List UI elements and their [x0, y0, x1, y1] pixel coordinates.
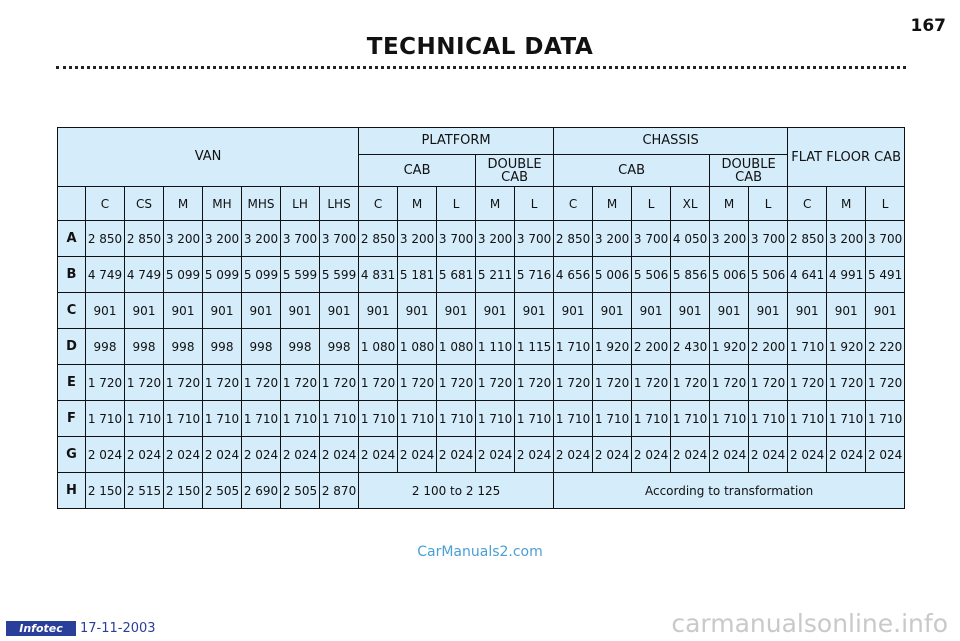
- table-cell: 4 641: [788, 257, 827, 293]
- table-cell: 1 710: [125, 401, 164, 437]
- row-label: G: [58, 437, 86, 473]
- table-cell: 3 200: [593, 221, 632, 257]
- column-header: L: [437, 187, 476, 221]
- column-header: C: [86, 187, 125, 221]
- table-cell: 4 050: [671, 221, 710, 257]
- table-cell: 1 720: [476, 365, 515, 401]
- footer-date: 17-11-2003: [80, 621, 156, 636]
- table-cell: 1 710: [554, 329, 593, 365]
- row-label: A: [58, 221, 86, 257]
- table-cell: 1 720: [281, 365, 320, 401]
- table-cell: 2 024: [398, 437, 437, 473]
- table-cell: 1 720: [515, 365, 554, 401]
- header-chassis-cab: CAB: [554, 155, 710, 187]
- table-cell: 998: [86, 329, 125, 365]
- header-van: VAN: [58, 128, 359, 187]
- table-cell: 2 024: [437, 437, 476, 473]
- table-cell: 5 506: [749, 257, 788, 293]
- table-cell: 901: [515, 293, 554, 329]
- table-cell: 998: [164, 329, 203, 365]
- table-cell: 2 024: [203, 437, 242, 473]
- table-cell: 5 006: [710, 257, 749, 293]
- table-cell: 901: [242, 293, 281, 329]
- table-cell: 901: [125, 293, 164, 329]
- table-cell: 5 211: [476, 257, 515, 293]
- table-cell: 3 200: [164, 221, 203, 257]
- table-cell: 1 720: [242, 365, 281, 401]
- table-cell: 5 099: [242, 257, 281, 293]
- row-label: E: [58, 365, 86, 401]
- row-label: B: [58, 257, 86, 293]
- row-label: H: [58, 473, 86, 509]
- header-platform: PLATFORM: [359, 128, 554, 155]
- column-header: M: [827, 187, 866, 221]
- column-header: M: [398, 187, 437, 221]
- table-cell: 3 700: [437, 221, 476, 257]
- footer-site-watermark: carmanualsonline.info: [671, 609, 948, 638]
- table-cell: 1 720: [866, 365, 905, 401]
- table-cell: 901: [554, 293, 593, 329]
- page-number: 167: [910, 16, 946, 36]
- table-cell: 901: [749, 293, 788, 329]
- table-cell: 2 850: [359, 221, 398, 257]
- table-cell: 1 710: [203, 401, 242, 437]
- header-platform-cab: CAB: [359, 155, 476, 187]
- column-header: L: [515, 187, 554, 221]
- column-header: MH: [203, 187, 242, 221]
- table-cell: 998: [125, 329, 164, 365]
- table-cell: 1 720: [593, 365, 632, 401]
- table-cell: 901: [866, 293, 905, 329]
- table-cell: 5 099: [203, 257, 242, 293]
- table-cell: 4 991: [827, 257, 866, 293]
- table-cell: 2 024: [515, 437, 554, 473]
- table-cell: 2 024: [593, 437, 632, 473]
- table-cell: 998: [281, 329, 320, 365]
- table-cell: 2 024: [164, 437, 203, 473]
- table-row: [58, 257, 905, 293]
- header-row-columns: [58, 187, 905, 221]
- table-cell: 1 720: [86, 365, 125, 401]
- table-cell: 3 700: [866, 221, 905, 257]
- table-cell: 1 720: [749, 365, 788, 401]
- table-cell: 1 710: [476, 401, 515, 437]
- table-cell: 901: [320, 293, 359, 329]
- table-cell: 4 749: [86, 257, 125, 293]
- table-cell: 5 099: [164, 257, 203, 293]
- table-cell: 3 200: [827, 221, 866, 257]
- column-header: M: [593, 187, 632, 221]
- table-cell: 1 080: [398, 329, 437, 365]
- table-cell: 1 710: [281, 401, 320, 437]
- cell-h-0: 2 150: [86, 473, 125, 509]
- table-cell: 901: [593, 293, 632, 329]
- table-cell: 1 115: [515, 329, 554, 365]
- table-cell: 2 220: [866, 329, 905, 365]
- header-chassis: CHASSIS: [554, 128, 788, 155]
- table-cell: 4 831: [359, 257, 398, 293]
- table-cell: 2 024: [710, 437, 749, 473]
- table-row: [58, 437, 905, 473]
- table-cell: 1 920: [710, 329, 749, 365]
- table-cell: 3 700: [632, 221, 671, 257]
- table-cell: 901: [359, 293, 398, 329]
- cell-h-5: 2 505: [281, 473, 320, 509]
- row-label: C: [58, 293, 86, 329]
- table-cell: 2 024: [671, 437, 710, 473]
- table-cell: 4 749: [125, 257, 164, 293]
- cell-h-4: 2 690: [242, 473, 281, 509]
- table-cell: 5 491: [866, 257, 905, 293]
- table-cell: 1 710: [359, 401, 398, 437]
- column-header: LH: [281, 187, 320, 221]
- column-header: L: [749, 187, 788, 221]
- column-header: M: [476, 187, 515, 221]
- table-cell: 1 710: [398, 401, 437, 437]
- column-header: M: [164, 187, 203, 221]
- table-cell: 901: [476, 293, 515, 329]
- table-cell: 1 710: [866, 401, 905, 437]
- header-chassis-double-cab: DOUBLE CAB: [710, 155, 788, 187]
- table-cell: 901: [710, 293, 749, 329]
- header-platform-double-cab: DOUBLE CAB: [476, 155, 554, 187]
- table-cell: 901: [203, 293, 242, 329]
- table-cell: 1 080: [359, 329, 398, 365]
- table-cell: 2 024: [788, 437, 827, 473]
- table-row: [58, 401, 905, 437]
- column-header: C: [554, 187, 593, 221]
- table-cell: 998: [242, 329, 281, 365]
- table-cell: 1 710: [242, 401, 281, 437]
- table-cell: 3 200: [710, 221, 749, 257]
- infotec-logo: Infotec: [6, 621, 76, 636]
- table-cell: 1 720: [203, 365, 242, 401]
- table-cell: 1 720: [827, 365, 866, 401]
- table-cell: 2 024: [749, 437, 788, 473]
- table-cell: 2 850: [788, 221, 827, 257]
- table-cell: 2 024: [632, 437, 671, 473]
- table-cell: 998: [320, 329, 359, 365]
- cell-h-chassis: According to transformation: [554, 473, 905, 509]
- table-cell: 901: [398, 293, 437, 329]
- table-cell: 5 006: [593, 257, 632, 293]
- table-cell: 3 700: [320, 221, 359, 257]
- cell-h-1: 2 515: [125, 473, 164, 509]
- column-header: L: [632, 187, 671, 221]
- column-header: XL: [671, 187, 710, 221]
- table-cell: 901: [632, 293, 671, 329]
- column-header: L: [866, 187, 905, 221]
- table-cell: 998: [203, 329, 242, 365]
- table-cell: 5 681: [437, 257, 476, 293]
- table-cell: 1 720: [320, 365, 359, 401]
- table-cell: 2 200: [632, 329, 671, 365]
- table-cell: 2 850: [125, 221, 164, 257]
- table-cell: 2 024: [476, 437, 515, 473]
- table-cell: 901: [671, 293, 710, 329]
- table-cell: 901: [437, 293, 476, 329]
- table-cell: 2 024: [242, 437, 281, 473]
- table-cell: 2 024: [125, 437, 164, 473]
- table-cell: 3 200: [203, 221, 242, 257]
- table-cell: 3 200: [476, 221, 515, 257]
- table-cell: 1 710: [632, 401, 671, 437]
- table-cell: 1 720: [359, 365, 398, 401]
- table-cell: 3 700: [515, 221, 554, 257]
- table-cell: 1 720: [398, 365, 437, 401]
- table-cell: 1 710: [554, 401, 593, 437]
- table-cell: 901: [164, 293, 203, 329]
- table-cell: 1 720: [554, 365, 593, 401]
- column-header: LHS: [320, 187, 359, 221]
- table-cell: 1 720: [125, 365, 164, 401]
- table-cell: 1 710: [710, 401, 749, 437]
- table-cell: 4 656: [554, 257, 593, 293]
- table-cell: 2 200: [749, 329, 788, 365]
- table-cell: 5 181: [398, 257, 437, 293]
- table-cell: 2 024: [320, 437, 359, 473]
- table-cell: 1 710: [788, 401, 827, 437]
- column-header: MHS: [242, 187, 281, 221]
- table-row: [58, 473, 905, 509]
- column-header: CS: [125, 187, 164, 221]
- table-row: [58, 221, 905, 257]
- table-cell: 1 710: [320, 401, 359, 437]
- table-cell: 3 200: [242, 221, 281, 257]
- table-cell: 1 920: [827, 329, 866, 365]
- table-cell: 1 080: [437, 329, 476, 365]
- table-cell: 3 700: [281, 221, 320, 257]
- header-corner-cell: [58, 187, 86, 221]
- table-cell: 1 920: [593, 329, 632, 365]
- cell-h-2: 2 150: [164, 473, 203, 509]
- column-header: C: [359, 187, 398, 221]
- header-row-groups: [58, 128, 905, 155]
- cell-h-6: 2 870: [320, 473, 359, 509]
- header-flat-floor-cab: FLAT FLOOR CAB: [788, 128, 905, 187]
- table-cell: 1 710: [86, 401, 125, 437]
- table-cell: 1 710: [437, 401, 476, 437]
- table-cell: 1 710: [788, 329, 827, 365]
- table-cell: 2 024: [359, 437, 398, 473]
- table-row: [58, 293, 905, 329]
- table-cell: 5 506: [632, 257, 671, 293]
- table-cell: 2 850: [554, 221, 593, 257]
- table-cell: 1 710: [515, 401, 554, 437]
- table-cell: 901: [788, 293, 827, 329]
- table-cell: 1 710: [827, 401, 866, 437]
- cell-h-platform: 2 100 to 2 125: [359, 473, 554, 509]
- table-cell: 2 024: [866, 437, 905, 473]
- table-cell: 5 856: [671, 257, 710, 293]
- dotted-divider: [56, 66, 906, 69]
- table-cell: 3 700: [749, 221, 788, 257]
- table-cell: 2 430: [671, 329, 710, 365]
- table-row: [58, 365, 905, 401]
- cell-h-3: 2 505: [203, 473, 242, 509]
- table-cell: 1 110: [476, 329, 515, 365]
- table-cell: 901: [827, 293, 866, 329]
- table-cell: 1 720: [164, 365, 203, 401]
- row-label: D: [58, 329, 86, 365]
- table-cell: 1 720: [710, 365, 749, 401]
- watermark-text: CarManuals2.com: [417, 544, 543, 560]
- table-cell: 1 710: [671, 401, 710, 437]
- table-cell: 901: [86, 293, 125, 329]
- table-cell: 1 720: [437, 365, 476, 401]
- column-header: M: [710, 187, 749, 221]
- table-cell: 3 200: [398, 221, 437, 257]
- table-cell: 1 720: [671, 365, 710, 401]
- table-cell: 2 850: [86, 221, 125, 257]
- table-cell: 901: [281, 293, 320, 329]
- technical-data-table: [57, 127, 905, 509]
- table-cell: 1 710: [749, 401, 788, 437]
- table-cell: 2 024: [281, 437, 320, 473]
- table-cell: 1 710: [593, 401, 632, 437]
- table-cell: 2 024: [827, 437, 866, 473]
- table-cell: 1 710: [164, 401, 203, 437]
- table-cell: 5 599: [281, 257, 320, 293]
- table-cell: 1 720: [788, 365, 827, 401]
- table-row: [58, 329, 905, 365]
- table-cell: 2 024: [86, 437, 125, 473]
- table-cell: 2 024: [554, 437, 593, 473]
- row-label: F: [58, 401, 86, 437]
- column-header: C: [788, 187, 827, 221]
- table-cell: 5 599: [320, 257, 359, 293]
- table-cell: 1 720: [632, 365, 671, 401]
- table-cell: 5 716: [515, 257, 554, 293]
- page-title: TECHNICAL DATA: [366, 34, 594, 60]
